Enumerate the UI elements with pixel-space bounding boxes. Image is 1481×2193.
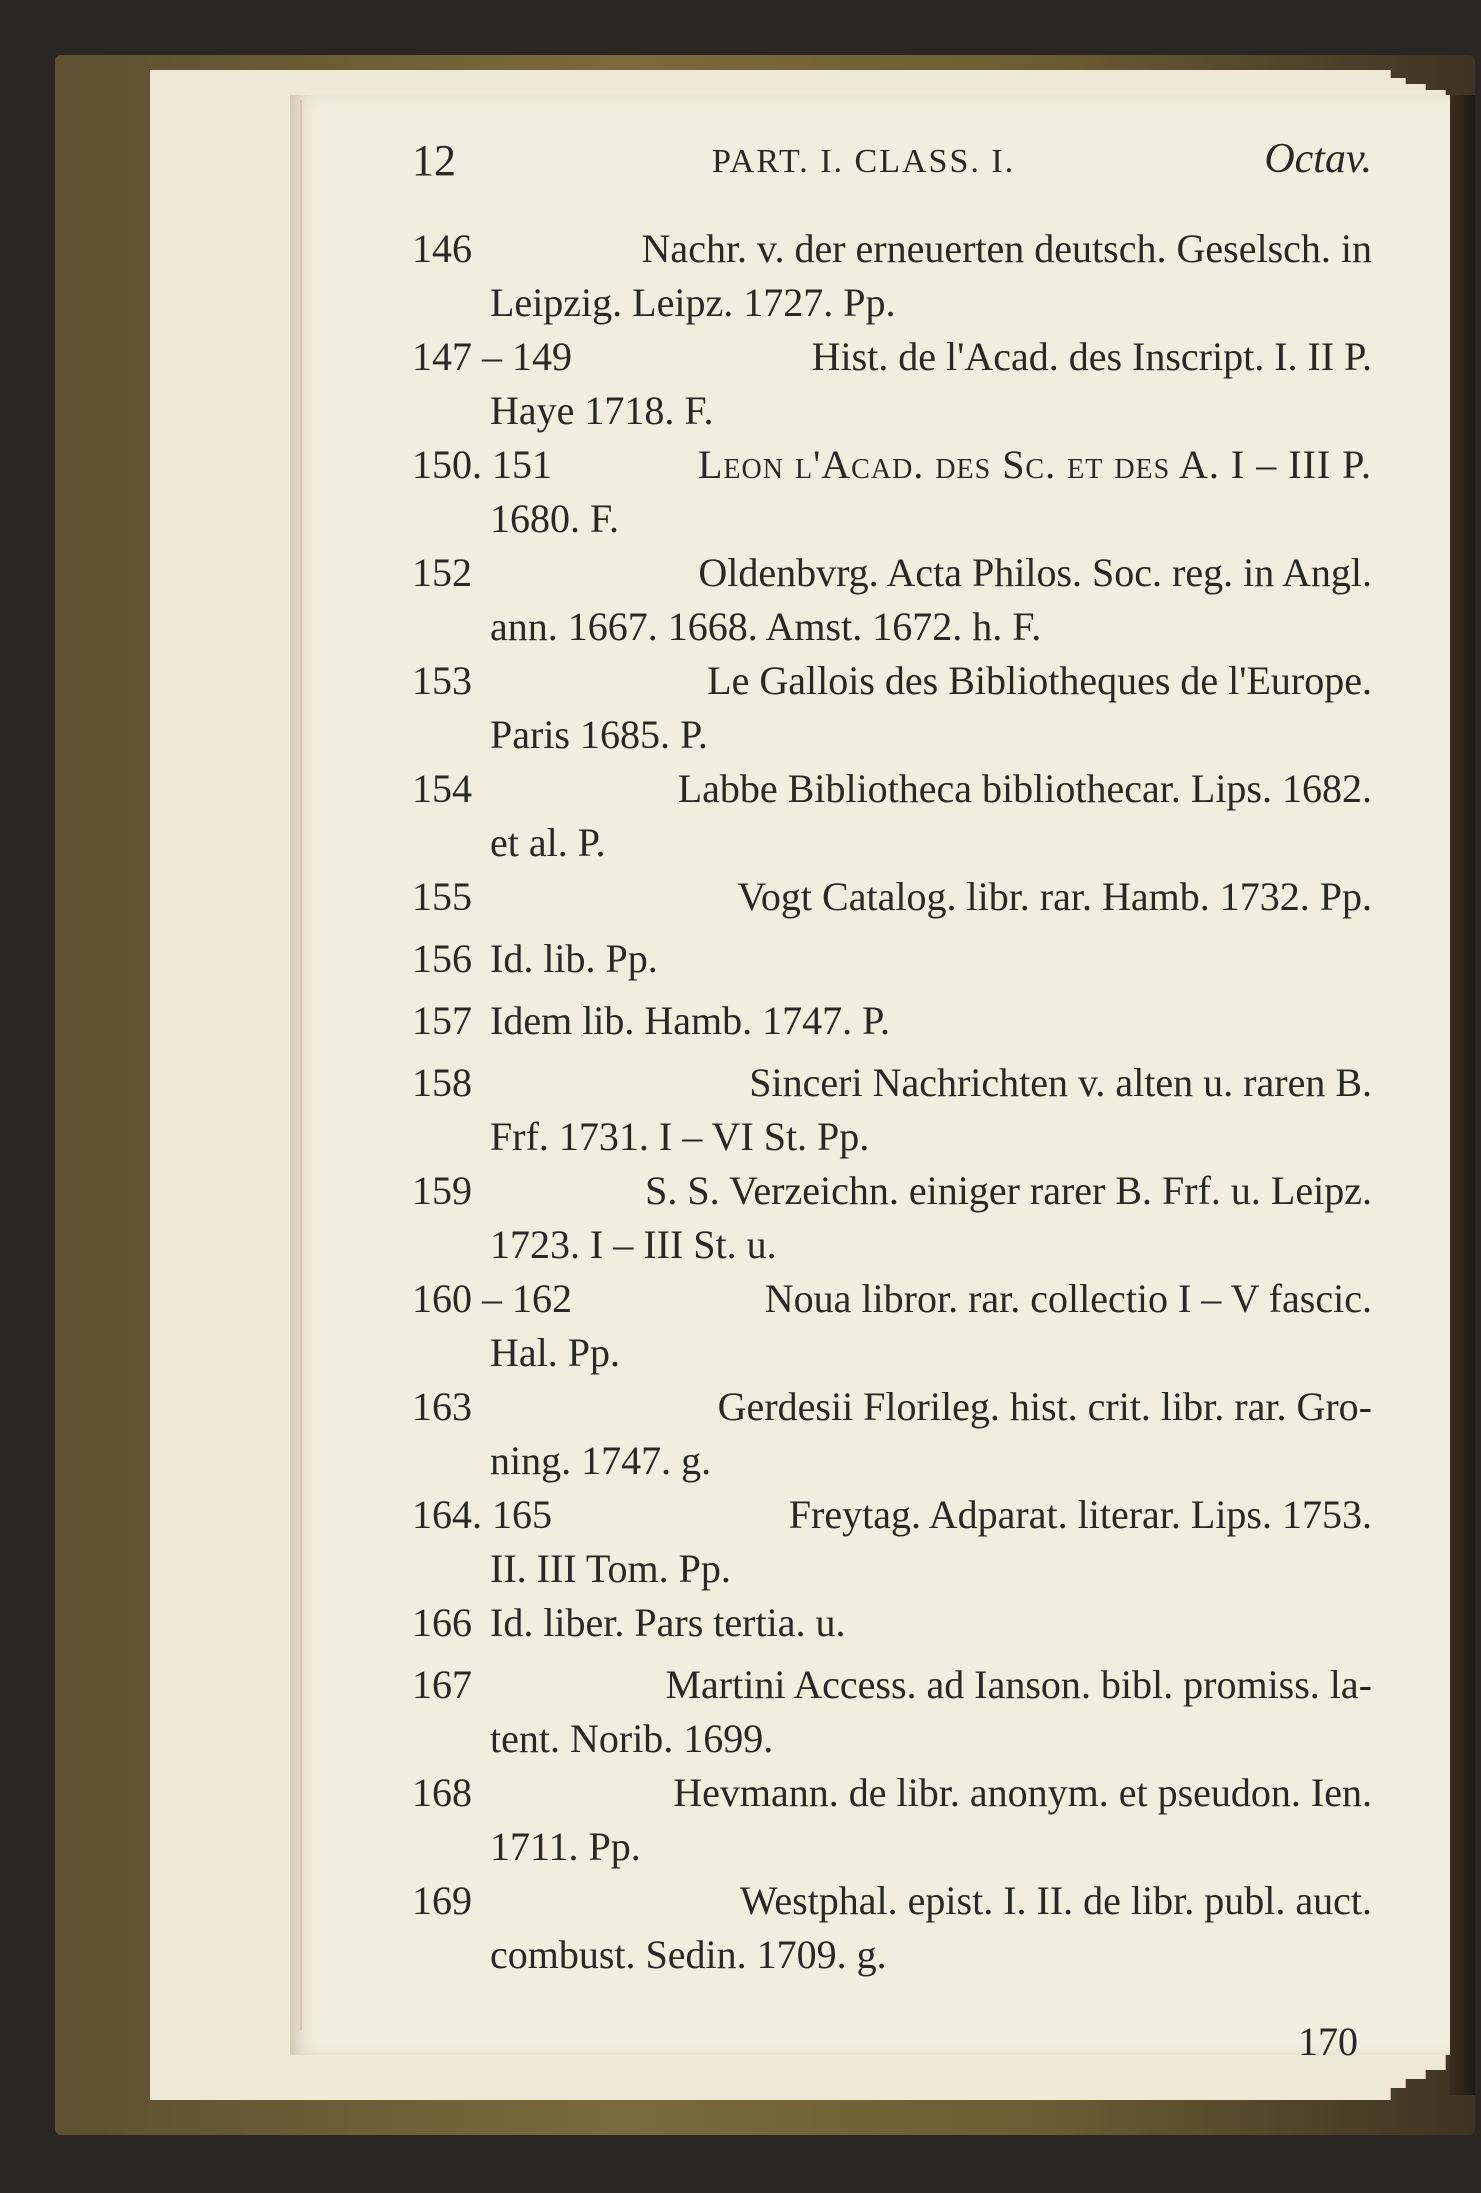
- entry-number: 150. 151: [412, 442, 552, 487]
- entry-text-continued: Haye 1718. F.: [490, 388, 714, 433]
- list-item: [412, 330, 1372, 438]
- list-item: [412, 222, 1372, 330]
- entry-text: Le Gallois des Bibliotheques de l'Europe.: [707, 658, 1372, 703]
- list-item: [412, 1164, 1372, 1272]
- entry-text: Gerdesii Florileg. hist. crit. libr. rar. Gro-: [717, 1384, 1372, 1429]
- list-item: [412, 1056, 1372, 1164]
- entry-number: 158: [412, 1060, 472, 1105]
- list-item: [412, 654, 1372, 762]
- entry-text-continued: tent. Norib. 1699.: [490, 1716, 774, 1761]
- entry-text: Leon l'Acad. des Sc. et des A. I – III P.: [698, 442, 1372, 487]
- catchword: 170: [1298, 2019, 1358, 2064]
- list-item: [412, 546, 1372, 654]
- entry-text: Noua libror. rar. collectio I – V fascic.: [764, 1276, 1372, 1321]
- list-item: [412, 1596, 1372, 1658]
- entry-text-continued: ning. 1747. g.: [490, 1438, 712, 1483]
- entry-text-continued: combust. Sedin. 1709. g.: [490, 1932, 887, 1977]
- list-item: [412, 1766, 1372, 1874]
- entry-number: 168: [412, 1770, 472, 1815]
- entry-number: 147 – 149: [412, 334, 572, 379]
- entry-number: 156: [412, 936, 472, 981]
- entry-text: Hist. de l'Acad. des Inscript. I. II P.: [811, 334, 1372, 379]
- entry-text-continued: 1680. F.: [490, 496, 620, 541]
- list-item: [412, 932, 1372, 994]
- entry-text-continued: ann. 1667. 1668. Amst. 1672. h. F.: [490, 604, 1042, 649]
- entry-text-continued: Paris 1685. P.: [490, 712, 708, 757]
- entry-text: Nachr. v. der erneuerten deutsch. Geselsch. in: [641, 226, 1372, 271]
- entry-number: 163: [412, 1384, 472, 1429]
- entry-number: 160 – 162: [412, 1276, 572, 1321]
- entry-number: 167: [412, 1662, 472, 1707]
- entry-number: 157: [412, 998, 472, 1043]
- entry-text: Martini Access. ad Ianson. bibl. promiss. la-: [665, 1662, 1372, 1707]
- entry-text: Westphal. epist. I. II. de libr. publ. auct.: [739, 1878, 1372, 1923]
- page-gutter-line: [300, 100, 302, 2030]
- entry-text: Labbe Bibliotheca bibliothecar. Lips. 1682.: [677, 766, 1372, 811]
- entry-text: Id. liber. Pars tertia. u.: [490, 1600, 846, 1645]
- list-item: [412, 1488, 1372, 1596]
- entry-text: Hevmann. de libr. anonym. et pseudon. Ien.: [673, 1770, 1372, 1815]
- entry-text-continued: 1711. Pp.: [490, 1824, 641, 1869]
- entry-text: Oldenbvrg. Acta Philos. Soc. reg. in Angl.: [698, 550, 1372, 595]
- running-title: PART. I. CLASS. I.: [712, 143, 1016, 180]
- entry-number: 155: [412, 874, 472, 919]
- entry-number: 146: [412, 226, 472, 271]
- entry-number: 164. 165: [412, 1492, 552, 1537]
- format-label: Octav.: [1264, 136, 1372, 182]
- entry-number: 169: [412, 1878, 472, 1923]
- entry-list: [412, 222, 1372, 1982]
- list-item: [412, 870, 1372, 932]
- page-number: 12: [412, 136, 456, 185]
- entry-number: 153: [412, 658, 472, 703]
- list-item: [412, 994, 1372, 1056]
- entry-number: 152: [412, 550, 472, 595]
- cover-edge: [1449, 95, 1475, 2095]
- entry-text: Sinceri Nachrichten v. alten u. raren B.: [749, 1060, 1372, 1105]
- entry-text-continued: Frf. 1731. I – VI St. Pp.: [490, 1114, 870, 1159]
- entry-number: 166: [412, 1600, 472, 1645]
- list-item: [412, 1874, 1372, 1982]
- list-item: [412, 438, 1372, 546]
- list-item: [412, 1272, 1372, 1380]
- entry-number: 154: [412, 766, 472, 811]
- entry-text: Vogt Catalog. libr. rar. Hamb. 1732. Pp.: [737, 874, 1372, 919]
- entry-text: Id. lib. Pp.: [490, 936, 658, 981]
- list-item: [412, 1658, 1372, 1766]
- entry-text-continued: Leipzig. Leipz. 1727. Pp.: [490, 280, 896, 325]
- list-item: [412, 1380, 1372, 1488]
- entry-text-continued: Hal. Pp.: [490, 1330, 620, 1375]
- entry-text-continued: II. III Tom. Pp.: [490, 1546, 731, 1591]
- page-header: [412, 135, 1372, 195]
- entry-text-continued: 1723. I – III St. u.: [490, 1222, 777, 1267]
- entry-text: Idem lib. Hamb. 1747. P.: [490, 998, 890, 1043]
- entry-number: 159: [412, 1168, 472, 1213]
- entry-text: S. S. Verzeichn. einiger rarer B. Frf. u. Leipz.: [645, 1168, 1372, 1213]
- list-item: [412, 762, 1372, 870]
- entry-text-continued: et al. P.: [490, 820, 606, 865]
- entry-text: Freytag. Adparat. literar. Lips. 1753.: [788, 1492, 1372, 1537]
